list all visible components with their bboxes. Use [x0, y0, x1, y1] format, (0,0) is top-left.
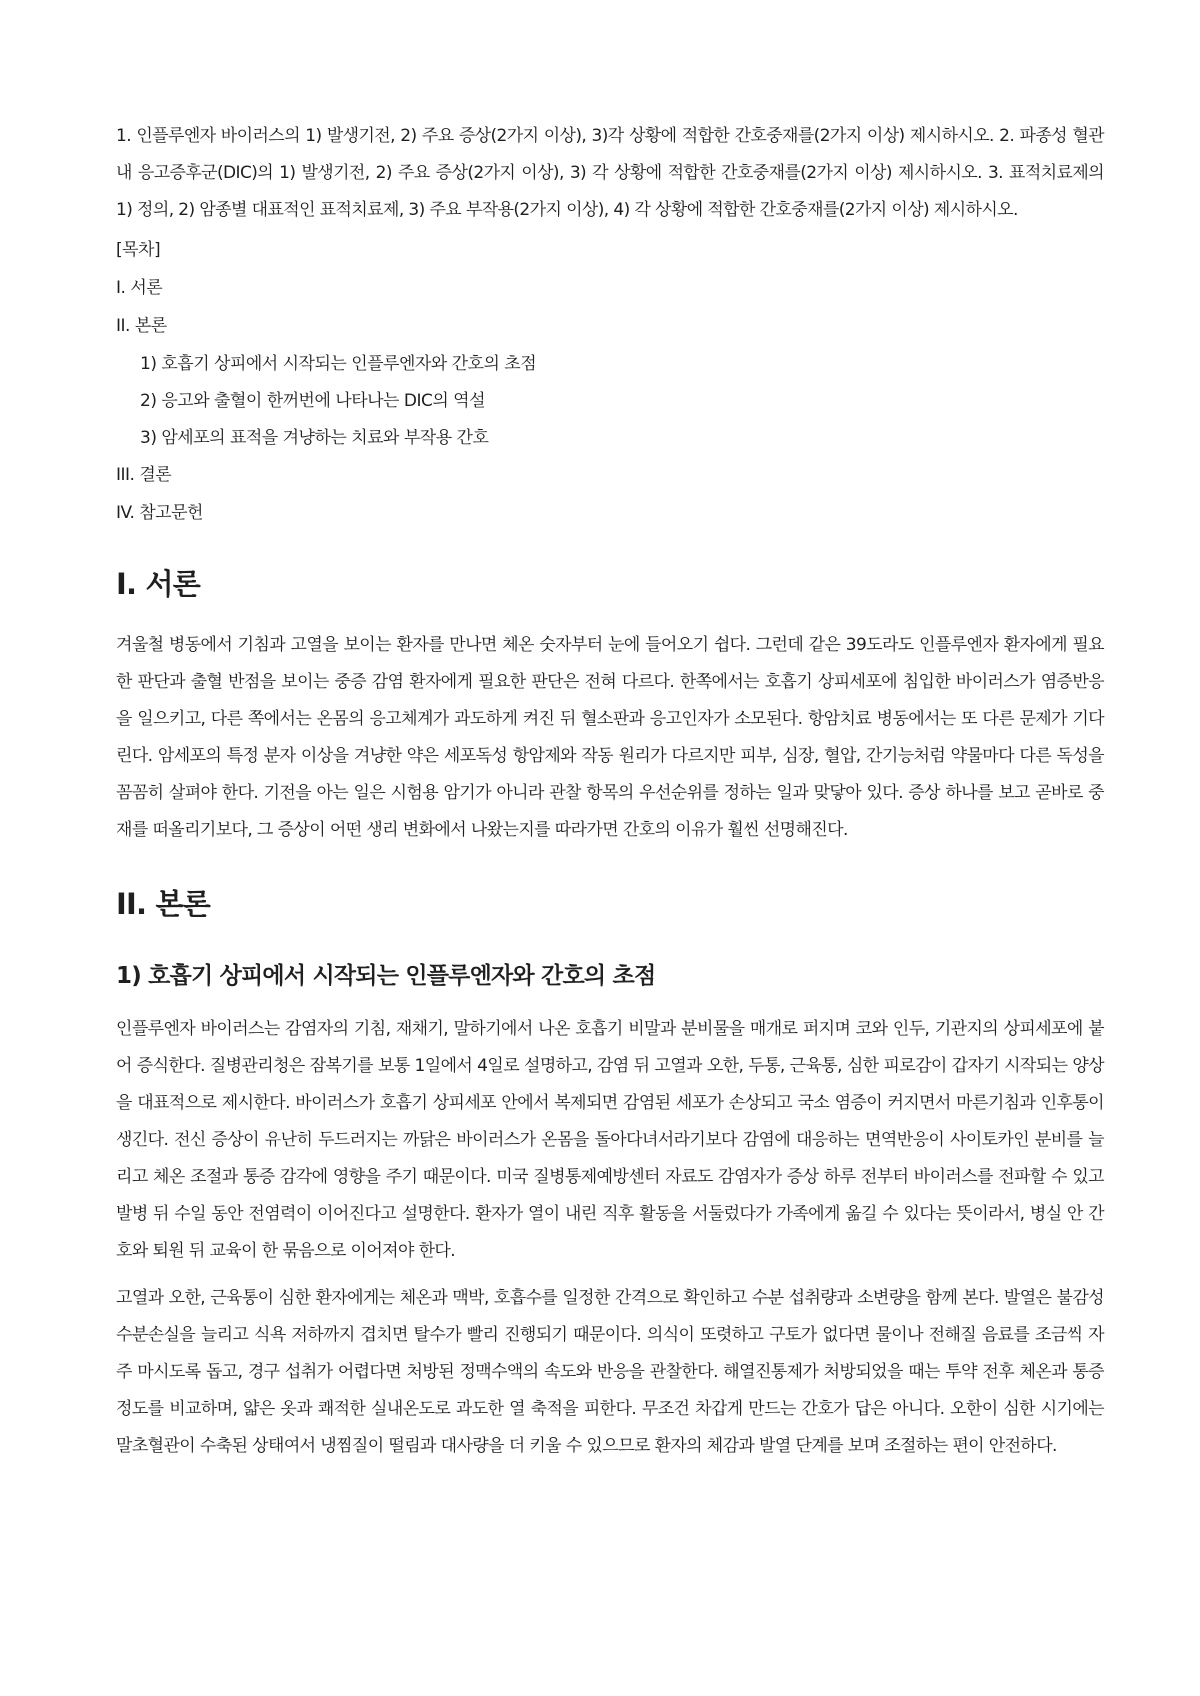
toc-subitem-targeted-therapy: 3) 암세포의 표적을 겨냥하는 치료와 부작용 간호 — [140, 428, 489, 448]
assignment-question: 1. 인플루엔자 바이러스의 1) 발생기전, 2) 주요 증상(2가지 이상), 3)각 상황에 적합한 간호중재를(2가지 이상) 제시하시오. 2. 파종성 혈관 내 응고증후군(DIC)의 1) 발생기전, 2) 주요 증상(2가지 이상), 3) 각 상황에 적합한 간호중재를(2가지 이상) 제시하시오. 3. 표적치료제의 1) 정의, 2) 암종별 대표적인 표적치료제, 3) 주요 부작용(2가지 이상), 4) 각 상황에 적합한 간호중재를(2가지 이상) 제시하시오. — [116, 126, 1104, 220]
toc-subitem-influenza: 1) 호흡기 상피에서 시작되는 인플루엔자와 간호의 초점 — [140, 354, 537, 374]
table-of-contents — [116, 239, 1104, 525]
intro-paragraph: 겨울철 병동에서 기침과 고열을 보이는 환자를 만나면 체온 숫자부터 눈에 들어오기 쉽다. 그런데 같은 39도라도 인플루엔자 환자에게 필요한 판단과 출혈 반점을 보이는 중증 감염 환자에게 필요한 판단은 전혀 다르다. 한쪽에서는 호흡기 상피세포에 침입한 바이러스가 염증반응을 일으키고, 다른 쪽에서는 온몸의 응고체계가 과도하게 켜진 뒤 혈소판과 응고인자가 소모된다. 항암치료 병동에서는 또 다른 문제가 기다린다. 암세포의 특정 분자 이상을 겨냥한 약은 세포독성 항암제와 작동 원리가 다르지만 피부, 심장, 혈압, 간기능처럼 약물마다 다른 독성을 꼼꼼히 살펴야 한다. 기전을 아는 일은 시험용 암기가 아니라 관찰 항목의 우선순위를 정하는 일과 맞닿아 있다. 증상 하나를 보고 곧바로 중재를 떠올리기보다, 그 증상이 어떤 생리 변화에서 나왔는지를 따라가면 간호의 이유가 훨씬 선명해진다. — [116, 635, 1104, 840]
toc-item-body: II. 본론 — [116, 316, 167, 336]
toc-item-intro: I. 서론 — [116, 278, 163, 298]
toc-heading: [목차] — [116, 240, 161, 260]
toc-item-references: IV. 참고문헌 — [116, 503, 203, 523]
section-title-body: II. 본론 — [116, 887, 210, 921]
influenza-paragraph-2: 고열과 오한, 근육통이 심한 환자에게는 체온과 맥박, 호흡수를 일정한 간격으로 확인하고 수분 섭취량과 소변량을 함께 본다. 발열은 불감성 수분손실을 늘리고 식욕 저하까지 겹치면 탈수가 빨리 진행되기 때문이다. 의식이 또렷하고 구토가 없다면 물이나 전해질 음료를 조금씩 자주 마시도록 돕고, 경구 섭취가 어렵다면 처방된 정맥수액의 속도와 반응을 관찰한다. 해열진통제가 처방되었을 때는 투약 전후 체온과 통증 정도를 비교하며, 얇은 옷과 쾌적한 실내온도로 과도한 열 축적을 피한다. 무조건 차갑게 만드는 간호가 답은 아니다. 오한이 심한 시기에는 말초혈관이 수축된 상태여서 냉찜질이 떨림과 대사량을 더 키울 수 있으므로 환자의 체감과 발열 단계를 보며 조절하는 편이 안전하다. — [116, 1288, 1104, 1456]
influenza-paragraph-1: 인플루엔자 바이러스는 감염자의 기침, 재채기, 말하기에서 나온 호흡기 비말과 분비물을 매개로 퍼지며 코와 인두, 기관지의 상피세포에 붙어 증식한다. 질병관리청은 잠복기를 보통 1일에서 4일로 설명하고, 감염 뒤 고열과 오한, 두통, 근육통, 심한 피로감이 갑자기 시작되는 양상을 대표적으로 제시한다. 바이러스가 호흡기 상피세포 안에서 복제되면 감염된 세포가 손상되고 국소 염증이 커지면서 마른기침과 인후통이 생긴다. 전신 증상이 유난히 두드러지는 까닭은 바이러스가 온몸을 돌아다녀서라기보다 감염에 대응하는 면역반응이 사이토카인 분비를 늘리고 체온 조절과 통증 감각에 영향을 주기 때문이다. 미국 질병통제예방센터 자료도 감염자가 증상 하루 전부터 바이러스를 전파할 수 있고 발병 뒤 수일 동안 전염력이 이어진다고 설명한다. 환자가 열이 내린 직후 활동을 서둘렀다가 가족에게 옮길 수 있다는 뜻이라서, 병실 안 간호와 퇴원 뒤 교육이 한 묶음으로 이어져야 한다. — [116, 1019, 1104, 1261]
subsection-title-influenza: 1) 호흡기 상피에서 시작되는 인플루엔자와 간호의 초점 — [116, 963, 656, 989]
section-title-intro: I. 서론 — [116, 567, 200, 601]
toc-subitem-dic: 2) 응고와 출혈이 한꺼번에 나타나는 DIC의 역설 — [140, 391, 486, 411]
toc-item-conclusion: III. 결론 — [116, 465, 172, 485]
